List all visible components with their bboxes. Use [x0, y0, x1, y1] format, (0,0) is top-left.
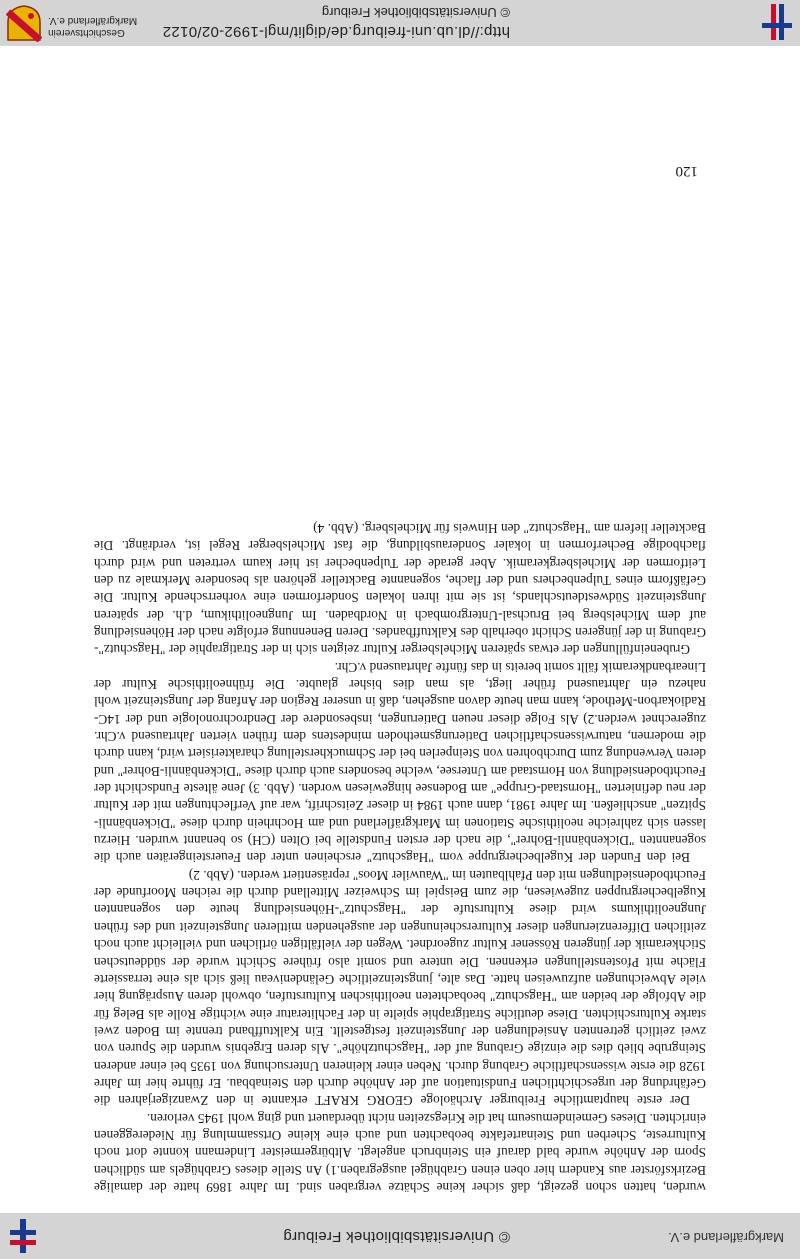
paragraph-3: Bei den Funden der Kugelbechergruppe vom "Hagschutz" erscheinen unter den Feuersteingeräten auch die sogenannten "Dickenbännli-Bohrer", die nach der ersten Fundstelle bei Olten (CH) so benannt wurden. Hierzu lassen sich zahlreiche neolithische Stationen im Markgräflerland und am Hochrhein durch diese "Dickenbännli-Spitzen" anschließen. Im Jahre 1981, dann auch 1984 in dieser Zeitschrift, war auf Verflechtungen mit der Kultur der neu definierten "Hornstaad-Gruppe" am Bodensee hingewiesen worden. (Abb. 3) Jene älteste Fundschicht der Feuchtbodensiedlung von Hornstaad am Untersee, welche besonders auch durch diese "Dickenbännli-Bohrer" und deren Verwendung zum Durchbohren von Steinperlen bei der Schmuckherstellung charakterisiert wird, kann durch die modernen, naturwissenschaftlichen Datierungsmethoden mindestens dem frühen vierten Jahrtausend v.Chr. zugerechnet werden.2) Als Folge dieser neuen Datierungen, insbesondere der Dendrochronologie und der 14C-Radiokarbon-Methode, kann man heute davon ausgehen, daß in unserer Region der Anfang der Jungsteinzeit wohl nahezu ein Jahrtausend früher liegt, als man dies bisher glaubte. Die frühneolithische Kultur der Linearbandkeramik fällt somit bereits in das fünfte Jahrtausend v.Chr. [94, 659, 706, 866]
copyright-footer-label: © Universitätsbibliothek Freiburg [283, 1228, 510, 1245]
university-crest-icon [4, 1217, 40, 1255]
society-crest-icon [6, 4, 42, 42]
paragraph-4: Grubeneinfüllungen der etwas späteren Michelsberger Kultur zeigten sich in der Stratigraphie der "Hagschutz"-Grabung in der jüngeren Schicht oberhalb des Kalktuffbandes. Deren Benennung erfolgte nach der Höhensiedlung auf dem Michelsberg bei Bruchsal-Untergrombach in Nordbaden. Im Jungneolithikum, d.h. der späteren Jungsteinzeit Südwestdeutschlands, ist sie mit ihren lokalen Sonderformen eine vorherrschende Kultur. Die Gefäßform eines Tulpenbechers und der flache, sogenannte Backteller gehören als besondere Merkmale zu den Leitformen der Michelsbergkeramik. Aber gerade der Tulpenbecher ist hier kaum vertreten und wird durch flachbodige Becherformen in lokaler Sonderausbildung, die fast Michelsberger Regel ist, verdrängt. Die Backteller liefern am "Hagschutz" den Hinweis für Michelsberg. (Abb. 4) [94, 520, 706, 658]
viewer-header-band [0, 0, 800, 46]
copyright-label: © Universitätsbibliothek Freiburg [321, 5, 510, 20]
page-number: 120 [675, 163, 698, 179]
society-line-2: Markgräflerland e.V. [48, 15, 138, 26]
ub-freiburg-logo-icon [750, 2, 794, 42]
paragraph-1: wurden, hatten schon gezeigt, daß sicher keine Schätze vergraben sind. Im Jahre 1869 hatte der damalige Bezirksförster aus Kandern hier oben einen Grabhügel ausgegraben.1) An Stelle dieses Grabhügels am südlichen Sporn der Anhöhe wurde bald darauf ein Steinbruch angelegt. Altbürgermeister Lindemann konnte dort noch Kulturreste, Scherben und Steinartefakte beobachten und auch eine kleine Ortssammlung für Niedereggenen einrichten. Dieses Gemeindemuseum hat die Kriegszeiten nicht überdauert und ging wohl 1945 verloren. [94, 1110, 706, 1195]
society-label [48, 14, 137, 38]
paragraph-2: Der erste hauptamtliche Freiburger Archäologe GEORG KRAFT erkannte in den Zwanzigerjahren die Gefährdung der urgeschichtlichen Fundsituation auf der Anhöhe durch den Steinabbau. Er führte hier im Jahre 1928 die erste wissenschaftliche Grabung durch. Neben einer kleineren Untersuchung von 1935 bei einer anderen Steingrube blieb dies die einzige Grabung auf der "Hagschutzhöhe". Als deren Ergebnis wurden die Spuren von zwei zeitlich getrennten Ansiedlungen der Jungsteinzeit festgestellt. Ein Kalktuffband trennte im Boden zwei starke Kulturschichten. Diese deutliche Stratigraphie spielte in der Fachliteratur eine wichtige Rolle als Beleg für die Abfolge der beiden am "Hagschutz" beobachteten neolithischen Kulturstufen, obwohl deren Ausprägung hier viele Abweichungen aufzuweisen hatte. Das alte, jungsteinzeitliche Geländeniveau ließ sich als eine terrassierte Fläche mit Pfostenstellungen erkennen. Die untere und somit also frühere Schicht wurde der süddeutschen Stichkeramik der jüngeren Rössener Kultur zugeordnet. Wegen der vielfältigen örtlichen und vielleicht auch noch zeitlichen Differenzierungen dieser Kulturerscheinungen der ausgehenden mittleren Jungsteinzeit und des frühen Jungneolithikums wird diese Kulturstufe der "Hagschutz"-Höhensiedlung heute den sogenannten Kugelbechergruppen zugewiesen, die zum Beispiel im Schweizer Mittelland durch die reichen Moorfunde der Feuchtbodensiedlungen mit den Pfahlbauten im "Wauwiler Moos" repräsentiert werden. (Abb. 2) [94, 867, 706, 1109]
source-url[interactable]: http://dl.ub.uni-freiburg.de/diglit/mgl-1992-02/0122 [162, 23, 510, 40]
society-line-1: Geschichtsverein [48, 27, 125, 38]
article-body [94, 520, 706, 1196]
society-footer-label: Markgräflerland e.V. [668, 1230, 784, 1245]
viewer-footer-band [0, 1213, 800, 1259]
